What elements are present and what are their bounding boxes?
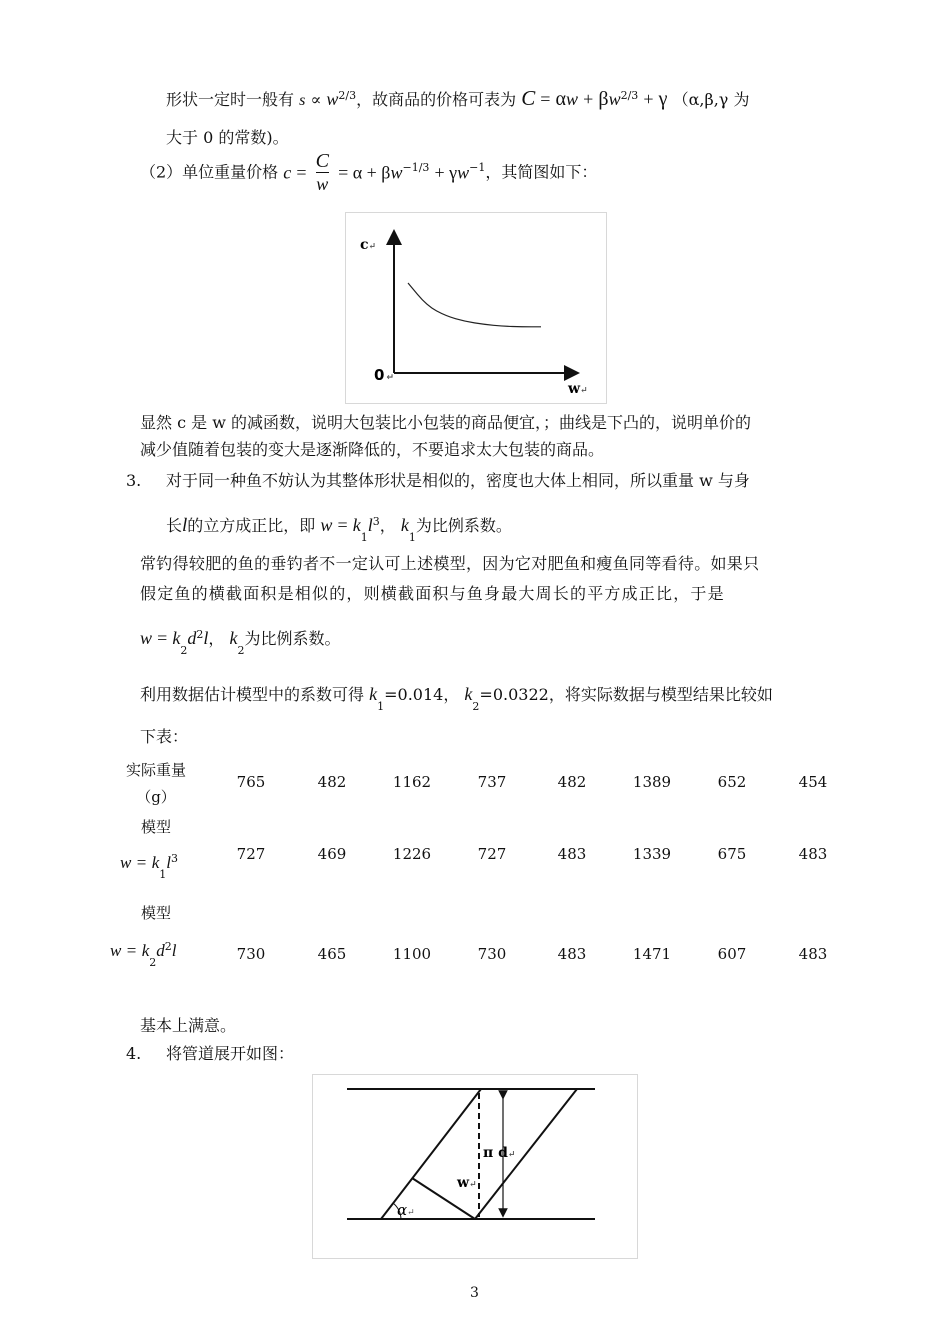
para2-line xyxy=(140,150,597,195)
table-cell: 483 xyxy=(798,845,828,863)
table-cell: 469 xyxy=(317,845,347,863)
math-k: k xyxy=(352,515,361,535)
table-cell: 727 xyxy=(236,845,266,863)
table-cell: 1100 xyxy=(392,945,432,963)
math-w: w xyxy=(326,89,339,109)
table-cell: 483 xyxy=(798,945,828,963)
math-sub2: 2 xyxy=(237,644,245,657)
math-exp: 2/3 xyxy=(620,89,639,102)
para3-line1: 显然 c 是 w 的减函数，说明大包装比小包装的商品便宜，；曲线是下凸的，说明单价的 xyxy=(140,413,752,432)
math-exp3: 3 xyxy=(372,515,380,528)
fraction-denominator: w xyxy=(316,174,329,194)
table-cell: 1226 xyxy=(392,845,432,863)
table-cell: 730 xyxy=(236,945,266,963)
item3-para2-line2: 假定鱼的横截面积是相似的，则横截面积与鱼身最大周长的平方成正比，于是 xyxy=(140,584,725,603)
math-k: k xyxy=(400,515,409,535)
item3-para2-line1: 常钓得较肥的鱼的垂钓者不一定认可上述模型，因为它对肥鱼和瘦鱼同等看待。如果只 xyxy=(140,554,760,573)
math-exp2: −1 xyxy=(469,161,486,174)
item3-text-c: 为比例系数。 xyxy=(415,516,512,535)
math-C: C xyxy=(521,86,536,110)
item4-text: 将管道展开如图： xyxy=(166,1044,295,1063)
para1-line2: 大于 0 的常数)。 xyxy=(166,128,289,147)
math-l: l xyxy=(171,941,177,960)
item3-comma: ， xyxy=(208,629,225,648)
math-plus: + xyxy=(583,89,594,109)
table-cell: 454 xyxy=(798,773,828,791)
math-eq: = xyxy=(126,941,137,960)
math-w: w xyxy=(320,515,333,535)
row-label-model2: 模型 xyxy=(140,904,171,922)
origin-label: 0 ↵ xyxy=(374,366,394,384)
math-k: k xyxy=(172,628,181,648)
item3-line2 xyxy=(166,512,512,548)
math-sub2: 2 xyxy=(472,700,480,713)
para2-suffix: ，其简图如下： xyxy=(485,162,598,182)
math-w: w xyxy=(120,853,132,872)
para2-prefix: （2）单位重量价格 xyxy=(140,162,279,182)
left-diagonal-line xyxy=(381,1089,481,1219)
math-k: k xyxy=(464,684,473,704)
math-w: w xyxy=(566,89,579,109)
table-cell: 675 xyxy=(717,845,747,863)
row-label-model1-formula xyxy=(120,852,178,881)
math-sub2: 2 xyxy=(149,956,157,969)
figure-unrolled-pipe xyxy=(312,1074,638,1259)
table-cell: 483 xyxy=(557,945,587,963)
fraction-numerator: C xyxy=(315,150,329,172)
item3-comma: ， xyxy=(379,516,396,535)
math-k: k xyxy=(141,941,150,960)
table-cell: 482 xyxy=(557,773,587,791)
item3-estimate-line2: 下表： xyxy=(140,727,189,746)
math-k: k xyxy=(229,628,238,648)
item3-formula2 xyxy=(140,625,341,661)
page-number: 3 xyxy=(470,1285,479,1301)
math-exp: 2/3 xyxy=(338,89,357,102)
math-k: k xyxy=(369,684,378,704)
math-exp1: −1/3 xyxy=(402,161,430,174)
math-exp3: 3 xyxy=(171,852,179,865)
row-label-model2-formula xyxy=(110,940,177,969)
math-sub1: 1 xyxy=(159,868,167,881)
math-sub1: 1 xyxy=(360,531,368,544)
math-l: l xyxy=(166,853,172,872)
table-cell: 765 xyxy=(236,773,266,791)
math-l: l xyxy=(203,628,209,648)
math-w: w xyxy=(390,162,403,183)
math-sub1: 1 xyxy=(408,531,416,544)
math-s: s xyxy=(299,92,306,109)
table-cell: 727 xyxy=(477,845,507,863)
x-axis-label: w↵ xyxy=(568,381,588,397)
item3-est-k1: =0.014， xyxy=(384,685,460,704)
alpha-label: α↵ xyxy=(397,1201,415,1219)
row-label-actual-unit: （g） xyxy=(136,788,176,806)
para1-text-b: ，故商品的价格可表为 xyxy=(356,90,517,109)
math-d: d xyxy=(156,941,165,960)
row-label-actual: 实际重量 xyxy=(125,761,186,779)
fraction-C-over-w xyxy=(316,150,329,195)
pipe-diagram xyxy=(313,1075,637,1258)
math-w: w xyxy=(140,628,153,648)
item3-text-d: 为比例系数。 xyxy=(244,629,341,648)
y-axis-label: c↵ xyxy=(360,237,377,253)
row-label-model1: 模型 xyxy=(140,818,171,836)
table-cell: 730 xyxy=(477,945,507,963)
para1-text-a: 形状一定时一般有 xyxy=(166,90,295,109)
math-c: c xyxy=(283,162,292,183)
w-label: w↵ xyxy=(457,1175,477,1191)
table-cell: 652 xyxy=(717,773,747,791)
item3-text-a: 长 xyxy=(166,516,183,535)
math-eq: = xyxy=(157,628,168,648)
item3-estimate-line1 xyxy=(140,684,773,717)
item3-text-b: 的立方成正比，即 xyxy=(187,516,316,535)
table-cell: 607 xyxy=(717,945,747,963)
item3-est-k2: =0.0322，将实际数据与模型结果比较如 xyxy=(479,685,773,704)
table-cell: 483 xyxy=(557,845,587,863)
math-eq: = xyxy=(136,853,147,872)
math-gamma: γ xyxy=(658,88,668,110)
math-rhs1: = α + β xyxy=(338,162,391,183)
math-eq: = xyxy=(337,515,348,535)
table-cell: 737 xyxy=(477,773,507,791)
item3-est-pre: 利用数据估计模型中的系数可得 xyxy=(140,685,365,704)
table-cell: 482 xyxy=(317,773,347,791)
math-sub2: 2 xyxy=(180,644,188,657)
math-l: l xyxy=(367,515,373,535)
math-w: w xyxy=(110,941,122,960)
math-l: l xyxy=(182,515,188,536)
math-d: d xyxy=(187,628,197,648)
table-cell: 1162 xyxy=(392,773,432,791)
math-rhs2: + γ xyxy=(434,162,458,183)
math-alpha: α xyxy=(555,88,567,110)
para1-line1 xyxy=(166,86,749,111)
after-table-text: 基本上满意。 xyxy=(140,1016,237,1035)
table-cell: 1471 xyxy=(632,945,672,963)
para3-line2: 减少值随着包装的变大是逐渐降低的，不要追求太大包装的商品。 xyxy=(140,440,605,459)
math-eq: = xyxy=(296,162,307,183)
figure-unit-price-curve xyxy=(345,212,607,404)
math-w: w xyxy=(608,89,621,109)
item3-number: 3. xyxy=(126,471,142,490)
math-eq: = xyxy=(540,89,551,109)
table-cell: 1389 xyxy=(632,773,672,791)
price-curve xyxy=(408,283,541,327)
math-plus: + xyxy=(643,89,654,109)
math-exp2: 2 xyxy=(164,940,172,953)
math-prop: ∝ xyxy=(310,92,322,109)
para1-text-c: （α,β,γ 为 xyxy=(672,90,750,109)
math-sub1: 1 xyxy=(377,700,385,713)
table-cell: 1339 xyxy=(632,845,672,863)
item3-line1: 对于同一种鱼不妨认为其整体形状是相似的，密度也大体上相同，所以重量 w 与身 xyxy=(166,471,750,490)
math-exp2: 2 xyxy=(196,628,204,641)
pi-d-label: π d↵ xyxy=(483,1145,516,1161)
unit-price-chart xyxy=(346,213,606,403)
item4-number: 4. xyxy=(126,1044,142,1063)
math-w: w xyxy=(457,162,470,183)
table-cell: 465 xyxy=(317,945,347,963)
math-beta: β xyxy=(598,88,609,110)
math-k: k xyxy=(151,853,160,872)
